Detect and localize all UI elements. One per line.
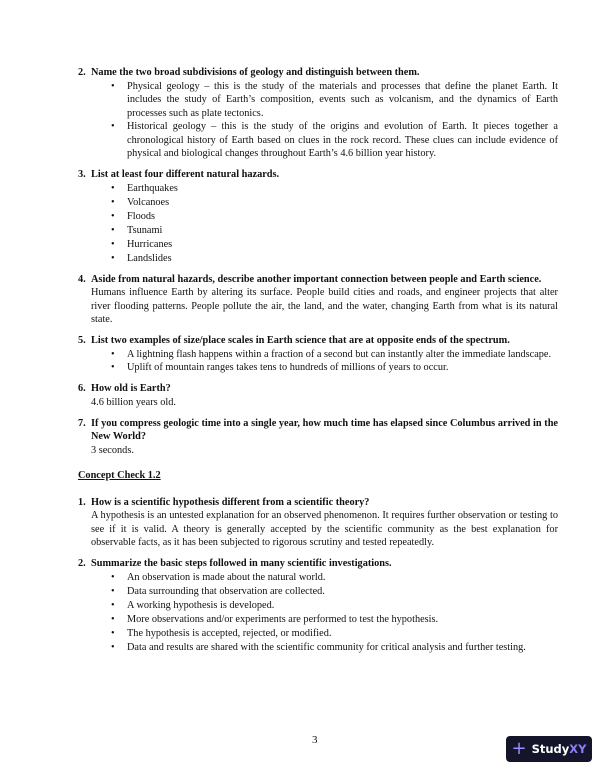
- list-item-text: Tsunami: [127, 224, 163, 236]
- question-item: [78, 66, 558, 161]
- bullet-icon: •: [111, 571, 115, 583]
- answer-list: [91, 571, 558, 655]
- list-item: [91, 585, 558, 599]
- brand-logo: [532, 742, 587, 756]
- list-item: [91, 348, 558, 362]
- question-text: How old is Earth?: [91, 383, 171, 395]
- question-group-2: [78, 496, 558, 655]
- bullet-icon: •: [111, 628, 115, 640]
- bullet-icon: •: [111, 238, 115, 250]
- question-item: [78, 496, 558, 550]
- studyxy-badge[interactable]: [506, 736, 592, 762]
- list-item: [91, 224, 558, 238]
- list-item-text: More observations and/or experiments are performed to test the hypothesis.: [127, 614, 439, 626]
- bullet-icon: •: [111, 586, 115, 598]
- page-number: 3: [312, 734, 318, 746]
- question-item: [78, 273, 558, 327]
- bullet-icon: •: [111, 642, 115, 654]
- list-item-text: Volcanoes: [127, 196, 170, 208]
- question-number: 2.: [78, 558, 86, 570]
- answer-list: [91, 348, 558, 375]
- answer-text: A hypothesis is an untested explanation for an observed phenomenon. It requires further observation or testing to see if it is valid. A theory is generally accepted by the scientific community as the best explanation for observable facts, as it has been subjected to rigorous scrutiny and tested repeatedly.: [91, 510, 558, 549]
- question-number: 3.: [78, 169, 86, 180]
- answer-text: 3 seconds.: [91, 444, 134, 456]
- list-item: [91, 627, 558, 641]
- list-item: [91, 252, 558, 266]
- question-text: Aside from natural hazards, describe another important connection between people and Earth science.: [91, 273, 542, 285]
- list-item: [91, 196, 558, 210]
- question-number: 7.: [78, 417, 86, 429]
- bullet-icon: •: [111, 614, 115, 626]
- question-number: 1.: [78, 496, 86, 508]
- answer-text: Humans influence Earth by altering its surface. People build cities and roads, and engineer projects that alter river flooding patterns. People pollute the air, the land, and the water, changing Earth from what is its natural state.: [91, 287, 558, 326]
- question-number: 5.: [78, 335, 86, 347]
- question-number: 2.: [78, 67, 86, 78]
- question-item: [78, 382, 558, 409]
- answer-text: 4.6 billion years old.: [91, 396, 176, 408]
- bullet-icon: •: [111, 196, 115, 208]
- question-item: [78, 557, 558, 654]
- list-item-text: A working hypothesis is developed.: [127, 600, 275, 612]
- list-item: [91, 571, 558, 585]
- bullet-icon: •: [111, 210, 115, 222]
- question-group-1: [78, 66, 558, 457]
- question-text: Name the two broad subdivisions of geology and distinguish between them.: [91, 67, 420, 78]
- list-item: [91, 599, 558, 613]
- bullet-icon: •: [111, 224, 115, 236]
- bullet-icon: •: [111, 252, 115, 264]
- question-text: Summarize the basic steps followed in many scientific investigations.: [91, 558, 392, 570]
- list-item: [91, 641, 558, 655]
- bullet-icon: •: [111, 362, 115, 374]
- question-number: 4.: [78, 273, 86, 285]
- plus-icon: +: [511, 738, 527, 759]
- list-item: [91, 80, 558, 121]
- question-text: How is a scientific hypothesis different from a scientific theory?: [91, 496, 370, 508]
- list-item-text: A lightning flash happens within a fraction of a second but can instantly alter the immediate landscape.: [127, 348, 552, 360]
- list-item-text: Data surrounding that observation are collected.: [127, 586, 325, 598]
- question-item: [78, 334, 558, 375]
- section-heading: Concept Check 1.2: [78, 470, 161, 482]
- list-item-text: Physical geology – this is the study of the materials and processes that define the planet Earth. It includes the study of Earth’s composition, events such as volcanism, and the dynamics of Earth processes such as plate tectonics.: [127, 80, 558, 119]
- list-item: [91, 210, 558, 224]
- document-body: [78, 66, 558, 662]
- bullet-icon: •: [111, 121, 115, 132]
- list-item: [91, 238, 558, 252]
- question-text: List at least four different natural hazards.: [91, 169, 280, 180]
- list-item-text: Floods: [127, 210, 156, 222]
- list-item-text: Uplift of mountain ranges takes tens to hundreds of millions of years to occur.: [127, 362, 449, 374]
- list-item-text: Historical geology – this is the study of the origins and evolution of Earth. It pieces together a chronological history of Earth based on clues in the rock record. These clues can include evidence of physical and biological changes throughout Earth’s 4.6 billion year history.: [127, 121, 558, 159]
- answer-list: [91, 80, 558, 161]
- list-item: [91, 182, 558, 196]
- bullet-icon: •: [111, 348, 115, 360]
- question-item: [78, 168, 558, 265]
- bullet-icon: •: [111, 182, 115, 194]
- question-text: List two examples of size/place scales in Earth science that are at opposite ends of the spectrum.: [91, 335, 510, 347]
- list-item-text: Hurricanes: [127, 238, 173, 250]
- question-text: If you compress geologic time into a single year, how much time has elapsed since Columbus arrived in the New World?: [91, 417, 558, 443]
- list-item: [91, 361, 558, 375]
- answer-list: [91, 182, 558, 266]
- bullet-icon: •: [111, 80, 115, 92]
- bullet-icon: •: [111, 600, 115, 612]
- list-item-text: Landslides: [127, 252, 172, 264]
- brand-text: Study: [531, 742, 570, 756]
- list-item: [91, 120, 558, 161]
- list-item-text: Data and results are shared with the scientific community for critical analysis and further testing.: [127, 642, 526, 654]
- question-item: [78, 417, 558, 458]
- list-item-text: Earthquakes: [127, 182, 178, 194]
- list-item-text: An observation is made about the natural world.: [127, 571, 326, 583]
- question-number: 6.: [78, 383, 86, 395]
- brand-accent-text: XY: [569, 742, 587, 756]
- list-item: [91, 613, 558, 627]
- list-item-text: The hypothesis is accepted, rejected, or modified.: [127, 628, 332, 640]
